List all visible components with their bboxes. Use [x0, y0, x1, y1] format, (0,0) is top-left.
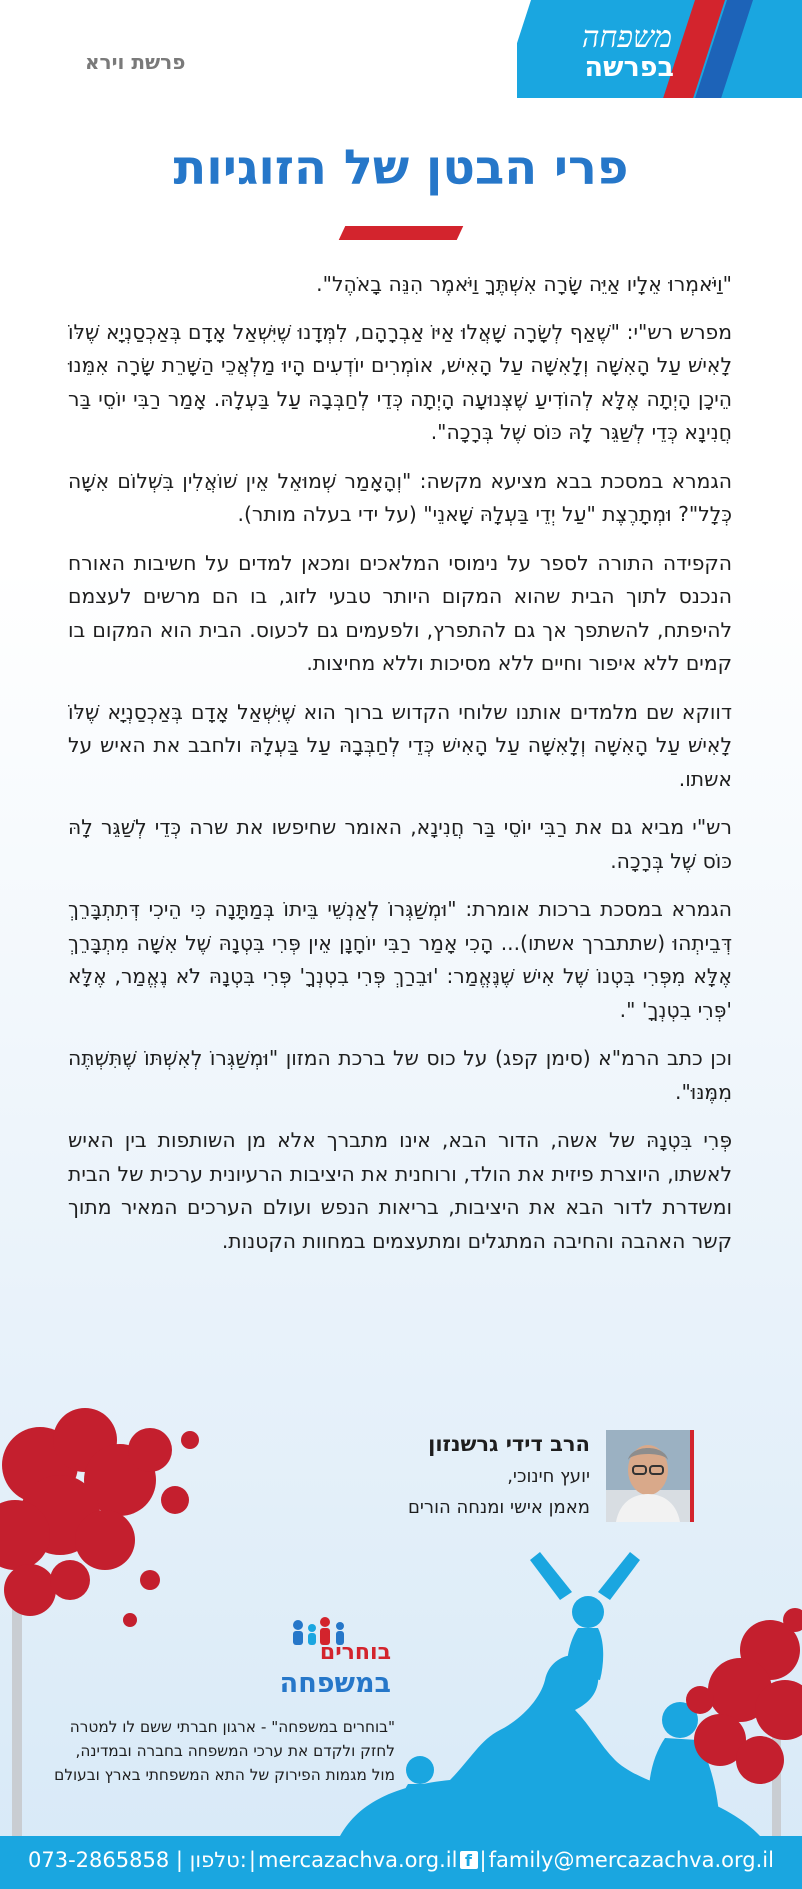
- org-logo-bottom: במשפחה: [279, 1668, 391, 1699]
- footer-contact: [28, 1848, 774, 1872]
- author-name: הרב דידי גרשנזון: [428, 1432, 590, 1456]
- article-paragraph-6: רש"י מביא גם את רַבִּי יוֹסֵי בַּר חֲנִינָא, האומר שחיפשו את שרה כְּדֵי לְשַׁגֵּר לָהּ כּוֹס שֶׁל בְּרָכָה.: [68, 815, 732, 873]
- org-description-line: מול מגמות הפירוק של התא המשפחתי בארץ ובעולם: [54, 1766, 395, 1784]
- article-paragraph-8: וכן כתב הרמ"א (סימן קפג) על כוס של ברכת המזון "וּמְשַׁגְּרוֹ לְאִשְׁתּוֹ שֶׁתִּשְׁתֶּה מִמֶּנּוּ".: [68, 1046, 732, 1104]
- footer-website[interactable]: mercazachva.org.il: [257, 1848, 458, 1872]
- org-description-line: "בוחרים במשפחה" - ארגון חברתי ששם לו למטרה: [69, 1718, 395, 1736]
- org-logo-top: בוחרים: [319, 1640, 391, 1665]
- facebook-icon[interactable]: f: [460, 1851, 478, 1869]
- article-paragraph-2: מפרש רש"י: "שֶׁאַף לְשָׂרָה שָׁאֲלוּ אַיּוֹ אַבְרָהָם, לִמְּדָנוּ שֶׁיִּשְׁאַל אָדָם בְּאַכְסַנְיָא שֶׁלּוֹ לָאִישׁ עַל הָאִשָּׁה וְלָאִשָּׁה עַל הָאִישׁ, אוֹמְרִים יוֹדְעִים הָיוּ מַלְאֲכֵי הַשָּׁרֵת שָׂרָה אִמֵּנוּ הֵיכָן הָיְתָה אֶלָּא לְהוֹדִיעַ שֶׁצְּנוּעָה הָיְתָה כְּדֵי לְחַבְּבָהּ עַל בַּעְלָהּ. אָמַר רַבִּי יוֹסֵי בַּר חֲנִינָא כְּדֵי לְשַׁגֵּר לָהּ כּוֹס שֶׁל בְּרָכָה".: [68, 319, 732, 444]
- article-paragraph-5: דווקא שם מלמדים אותנו שלוחי הקדוש ברוך הוא שֶׁיִּשְׁאַל אָדָם בְּאַכְסַנְיָא שֶׁלּוֹ לָאִישׁ עַל הָאִשָּׁה וְלָאִשָּׁה עַל הָאִישׁ כְּדֵי לְחַבְּבָהּ עַל בַּעְלָהּ ולחבב את האיש על אשתו.: [68, 699, 732, 791]
- footer-email[interactable]: family@mercazachva.org.il: [488, 1848, 774, 1872]
- phone-label: טלפון:: [189, 1848, 247, 1872]
- brand-logo-bottom: בפרשה: [584, 52, 674, 83]
- author-role: יועץ חינוכי,: [507, 1466, 590, 1487]
- article-paragraph-1: "וַיֹּאמְרוּ אֵלָיו אַיֵּה שָׂרָה אִשְׁתֶּךָ וַיֹּאמֶר הִנֵּה בָאֹהֶל".: [316, 272, 732, 296]
- article-paragraph-7: הגמרא במסכת ברכות אומרת: "וּמְשַׁגְּרוֹ לְאַנְשֵׁי בֵּיתוֹ בְּמַתָּנָה כִּי הֵיכִי דְּתִתְבָּרֵךְ דְּבֵיתְהוּ (שתתברך אשתו)... הָכִי אָמַר רַבִּי יוֹחָנָן אֵין פְּרִי בִּטְנָהּ שֶׁל אִשָּׁה מִתְבָּרֵךְ אֶלָּא מִפְּרִי בִּטְנוֹ שֶׁל אִישׁ שֶׁנֶּאֱמַר: 'וּבֵרַךְ פְּרִי בִטְנְךָ' פְּרִי בִּטְנָהּ לֹא נֶאֱמַר, אֶלָּא 'פְּרִי בִטְנְךָ' ".: [68, 897, 732, 1022]
- page-title: פרי הבטן של הזוגיות: [173, 140, 629, 196]
- footer-divider: |: [248, 1848, 256, 1872]
- footer-bar: [0, 1836, 802, 1889]
- article-paragraph-3: הגמרא במסכת בבא מציעא מקשה: "וְהָאָמַר שְׁמוּאֵל אֵין שׁוֹאֲלִין בִּשְׁלוֹם אִשָּׁה כְּלָל"? וּמְתָרֶצֶת "עַל יְדֵי בַּעְלָהּ שָׁאנֵי" (על ידי בעלה מותר).: [68, 468, 732, 526]
- org-description: [50, 1715, 395, 1787]
- org-description-line: לחזק ולקדם את ערכי המשפחה בחברה ובמדינה,: [75, 1742, 395, 1760]
- parasha-label: פרשת וירא: [85, 50, 186, 74]
- phone-number[interactable]: 073-2865858: [28, 1848, 170, 1872]
- article-paragraph-9: פְּרִי בִּטְנָהּ של אשה, הדור הבא, אינו מתברך אלא מן השותפות בין האיש לאשתו, היוצרת פיזית את הולד, ורוחנית את היציבות הרעיונית ערכית של הבית ומשדרת לדור הבא את היציבות, בריאות הנפש ועולם הערכים המאיר מתוך קשר האהבה והחיבה המתגלים ומתעצמים במחוות הקטנות.: [68, 1128, 732, 1253]
- footer-divider: |: [479, 1848, 487, 1872]
- brand-logo-top: משפחה: [581, 20, 672, 55]
- footer-phone[interactable]: 073-2865858 | טלפון:: [28, 1848, 247, 1872]
- article-paragraph-4: הקפידה התורה לספר על נימוסי המלאכים ומכאן למדים על חשיבות האורח הנכנס לתוך הבית שהוא המקום היותר טבעי לזוג, בו הם מרשים לעצמם להיפתח, להשתפך אך גם להתפרץ, ולפעמים גם לכעוס. הבית הוא המקום בו קמים ללא איפור וחיים ללא מסיכות וללא מחיצות.: [68, 550, 732, 675]
- author-role-secondary: מאמן אישי ומנחה הורים: [407, 1497, 590, 1518]
